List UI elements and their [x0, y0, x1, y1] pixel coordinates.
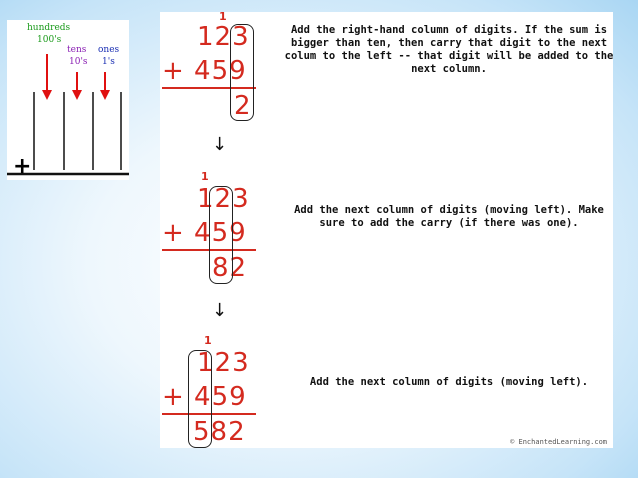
active-column-box [230, 24, 254, 121]
top-addend: 123 [197, 22, 250, 52]
carry-digit: 1 [219, 10, 227, 23]
hundreds-arrowhead [42, 90, 52, 100]
step-note: Add the next column of digits (moving left). Make sure to add the carry (if there was one). [294, 204, 604, 229]
copyright-footer: © EnchantedLearning.com [510, 438, 607, 446]
step-note: Add the next column of digits (moving left). [309, 376, 589, 388]
tens-sub-label: 10's [69, 57, 88, 67]
step-note: Add the right-hand column of digits. If the sum is bigger than ten, then carry that digit to the next colum to the left -- that digit will be added to the next column. [284, 24, 614, 75]
down-arrow-icon: ↓ [212, 300, 228, 321]
bottom-addend: + 459 [162, 382, 247, 412]
ones-sub-label: 1's [102, 57, 115, 67]
active-column-box [188, 350, 212, 448]
partial-sum: 2 [234, 91, 252, 121]
carry-digit: 1 [201, 170, 209, 183]
ones-arrowhead [100, 90, 110, 100]
hundreds-sub-label: 100's [37, 35, 62, 45]
down-arrow-icon: ↓ [212, 134, 228, 155]
bottom-addend: + 459 [162, 218, 247, 248]
ones-label: ones [98, 45, 120, 55]
top-addend: 123 [197, 184, 250, 214]
bottom-addend: + 459 [162, 56, 247, 86]
active-column-box [209, 186, 233, 284]
plus-sign: + [13, 154, 32, 179]
tens-label: tens [67, 45, 87, 55]
sum: 582 [193, 417, 246, 447]
top-addend: 123 [197, 348, 250, 378]
carry-digit: 1 [204, 334, 212, 347]
hundreds-label: hundreds [27, 23, 71, 33]
place-value-chart [7, 20, 129, 180]
partial-sum: 82 [212, 253, 248, 283]
tens-arrowhead [72, 90, 82, 100]
addition-steps-card [160, 12, 613, 448]
